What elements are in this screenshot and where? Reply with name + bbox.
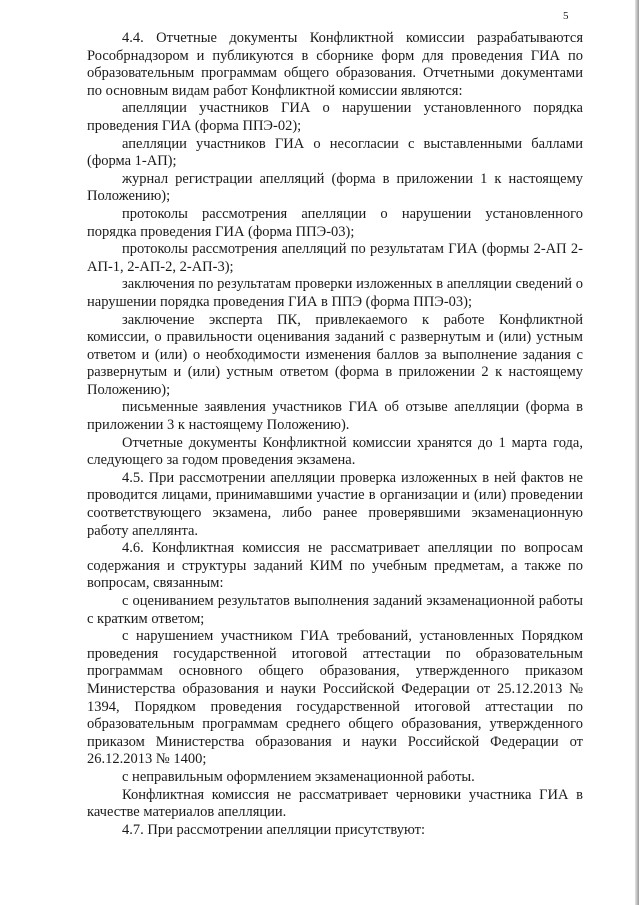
paragraph-4-4: 4.4. Отчетные документы Конфликтной комиссии разрабатываются Рособрнадзором и публикуются в сборнике форм для проведения ГИА по образовательным программам общего образования. Отчетными документами по основным видам работ Конфликтной комиссии являются: bbox=[87, 30, 583, 99]
paragraph-4-5: 4.5. При рассмотрении апелляции проверка изложенных в ней фактов не проводится лицами, принимавшими участие в организации и (или) проведении соответствующего экзамена, либо ранее проверявшими экзаменационную работу апеллянта. bbox=[87, 469, 583, 539]
list-item-expert-conclusion: заключение эксперта ПК, привлекаемого к работе Конфликтной комиссии, о правильности оценивания заданий с развернутым и (или) устным ответом и (или) о необходимости изменения баллов за выполнение задания с развернутым и (или) устным ответом (форма в приложении 2 к настоящему Положению); bbox=[87, 311, 583, 398]
paragraph-storage: Отчетные документы Конфликтной комиссии хранятся до 1 марта года, следующего за годом проведения экзамена. bbox=[87, 434, 583, 469]
list-item-conclusions: заключения по результатам проверки изложенных в апелляции сведений о нарушении порядка проведения ГИА в ППЭ (форма ППЭ-03); bbox=[87, 276, 583, 310]
document-body bbox=[87, 30, 583, 839]
list-item-protocols-results: протоколы рассмотрения апелляций по результатам ГИА (формы 2-АП 2-АП-1, 2-АП-2, 2-АП-3); bbox=[87, 241, 583, 275]
paragraph-4-6: 4.6. Конфликтная комиссия не рассматривает апелляции по вопросам содержания и структуры заданий КИМ по учебным предметам, а также по вопросам, связанным: bbox=[87, 540, 583, 592]
list-item-appeal-disagreement: апелляции участников ГИА о несогласии с выставленными баллами (форма 1-АП); bbox=[87, 135, 583, 170]
list-item-protocols-violation: протоколы рассмотрения апелляции о нарушении установленного порядка проведения ГИА (форма ППЭ-03); bbox=[87, 205, 583, 240]
list-item-short-answer: с оцениванием результатов выполнения заданий экзаменационной работы с кратким ответом; bbox=[87, 593, 583, 627]
paragraph-drafts: Конфликтная комиссия не рассматривает черновики участника ГИА в качестве материалов апелляции. bbox=[87, 786, 583, 821]
list-item-withdrawal-statements: письменные заявления участников ГИА об отзыве апелляции (форма в приложении 3 к настоящему Положению). bbox=[87, 399, 583, 434]
scan-edge bbox=[635, 0, 639, 905]
paragraph-4-7: 4.7. При рассмотрении апелляции присутствуют: bbox=[122, 821, 426, 838]
list-item-registration-journal: журнал регистрации апелляций (форма в приложении 1 к настоящему Положению); bbox=[87, 170, 583, 205]
list-item-appeal-violation: апелляции участников ГИА о нарушении установленного порядка проведения ГИА (форма ППЭ-02); bbox=[87, 100, 583, 134]
page-number: 5 bbox=[563, 10, 569, 22]
list-item-improper-formatting: с неправильным оформлением экзаменационной работы. bbox=[122, 768, 475, 785]
list-item-requirements-violation: с нарушением участником ГИА требований, установленных Порядком проведения государственной итоговой аттестации по образовательным программам основного общего образования, утвержденного приказом Министерства образования и науки Российской Федерации от 25.12.2013 № 1394, Порядком проведения государственной итоговой аттестации по образовательным программам среднего общего образования, утвержденного приказом Министерства образования и науки Российской Федерации от 26.12.2013 № 1400; bbox=[87, 628, 583, 768]
